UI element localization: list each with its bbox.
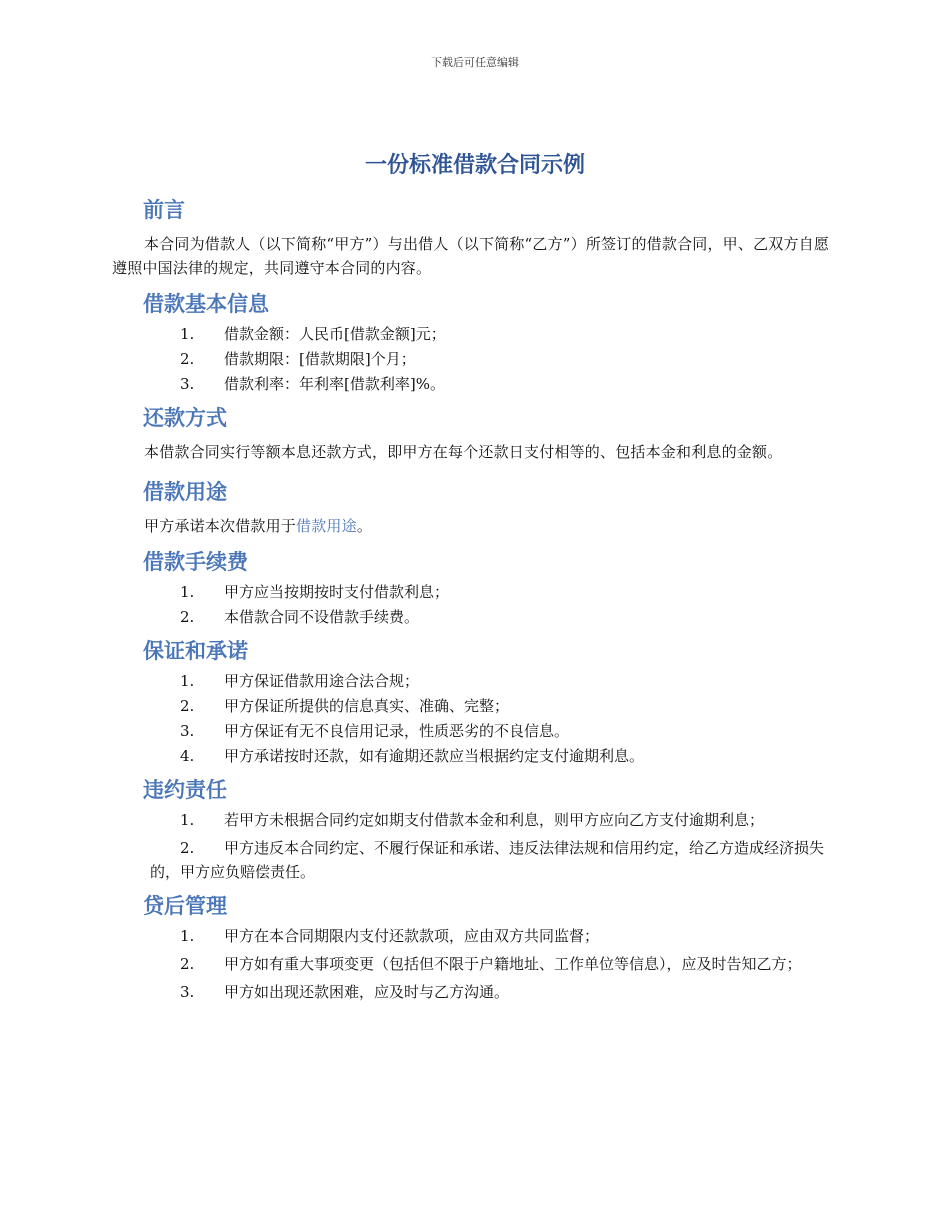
section-heading-purpose: 借款用途: [143, 480, 227, 504]
list-text: 若甲方未根据合同约定如期支付借款本金和利息，则甲方应向乙方支付逾期利息；: [224, 811, 765, 829]
section-heading-basic-info: 借款基本信息: [143, 292, 269, 316]
list-number: 1.: [180, 325, 195, 343]
post-loan-list: [112, 924, 840, 948]
list-text: 甲方应当按期按时支付借款利息；: [224, 583, 450, 601]
list-number: 3.: [180, 983, 195, 1001]
document-content: [112, 192, 840, 1008]
purpose-text: 甲方承诺本次借款用于: [144, 517, 297, 535]
list-item: [112, 669, 840, 693]
list-number: 1.: [180, 672, 195, 690]
list-item: [112, 952, 840, 976]
list-text: 甲方承诺按时还款，如有逾期还款应当根据约定支付逾期利息。: [224, 747, 645, 765]
list-number: 1.: [180, 583, 195, 601]
list-item: [112, 694, 840, 718]
list-text: 借款利率：年利率[借款利率]%。: [224, 375, 445, 393]
list-text: 借款期限：[借款期限]个月；: [224, 350, 416, 368]
list-item: [112, 580, 840, 604]
list-text: 甲方保证有无不良信用记录，性质恶劣的不良信息。: [224, 722, 570, 740]
purpose-link[interactable]: 借款用途: [296, 517, 357, 535]
list-number: 2.: [180, 350, 195, 368]
header-note: 下载后可任意编辑: [431, 56, 519, 69]
list-number: 1.: [180, 811, 195, 829]
section-heading-post-loan: 贷后管理: [143, 894, 227, 918]
breach-list: [112, 808, 840, 884]
section-heading-breach: 违约责任: [143, 778, 227, 802]
list-text: 借款金额：人民币[借款金额]元；: [224, 325, 446, 343]
post-loan-list-end: [112, 980, 840, 1004]
list-text: 甲方如有重大事项变更（包括但不限于户籍地址、工作单位等信息），应及时告知乙方；: [224, 955, 802, 973]
section-heading-preface: 前言: [143, 198, 185, 222]
guarantee-list: [112, 669, 840, 768]
repayment-paragraph: 本借款合同实行等额本息还款方式，即甲方在每个还款日支付相等的、包括本金和利息的金额。: [144, 443, 783, 461]
list-item: [112, 605, 840, 629]
list-text: 甲方保证借款用途合法合规；: [224, 672, 420, 690]
list-number: 2.: [180, 955, 195, 973]
section-heading-repayment: 还款方式: [143, 406, 227, 430]
purpose-paragraph: [112, 514, 840, 538]
post-loan-list-wrapped: [112, 952, 840, 976]
fees-list: [112, 580, 840, 629]
list-text: 甲方违反本合同约定、不履行保证和承诺、违反法律法规和信用约定，给乙方造成经济损失的，甲方应负赔偿责任。: [150, 839, 825, 881]
preface-paragraph: 本合同为借款人（以下简称“甲方”）与出借人（以下简称“乙方”）所签订的借款合同，甲、乙双方自愿遵照中国法律的规定，共同遵守本合同的内容。: [112, 235, 830, 277]
purpose-text-end: 。: [356, 517, 373, 535]
section-heading-guarantee: 保证和承诺: [143, 639, 248, 663]
list-number: 1.: [180, 927, 195, 945]
list-item: [112, 372, 840, 396]
list-item: [112, 808, 840, 832]
list-text: 本借款合同不设借款手续费。: [224, 608, 420, 626]
section-heading-fees: 借款手续费: [143, 550, 248, 574]
basic-info-list: [112, 322, 840, 396]
list-text: 甲方保证所提供的信息真实、准确、完整；: [224, 697, 510, 715]
list-number: 2.: [180, 608, 195, 626]
list-item: [112, 744, 840, 768]
list-number: 3.: [180, 375, 195, 393]
list-item: [112, 980, 840, 1004]
list-text: 甲方在本合同期限内支付还款款项，应由双方共同监督；: [224, 927, 600, 945]
list-item: [112, 322, 840, 346]
list-number: 2.: [180, 839, 195, 857]
list-item: [112, 924, 840, 948]
list-text: 甲方如出现还款困难，应及时与乙方沟通。: [224, 983, 510, 1001]
list-item: [112, 836, 840, 884]
list-number: 3.: [180, 722, 195, 740]
list-item: [112, 347, 840, 371]
list-number: 2.: [180, 697, 195, 715]
list-number: 4.: [180, 747, 195, 765]
list-item: [112, 719, 840, 743]
document-title: 一份标准借款合同示例: [364, 153, 585, 178]
